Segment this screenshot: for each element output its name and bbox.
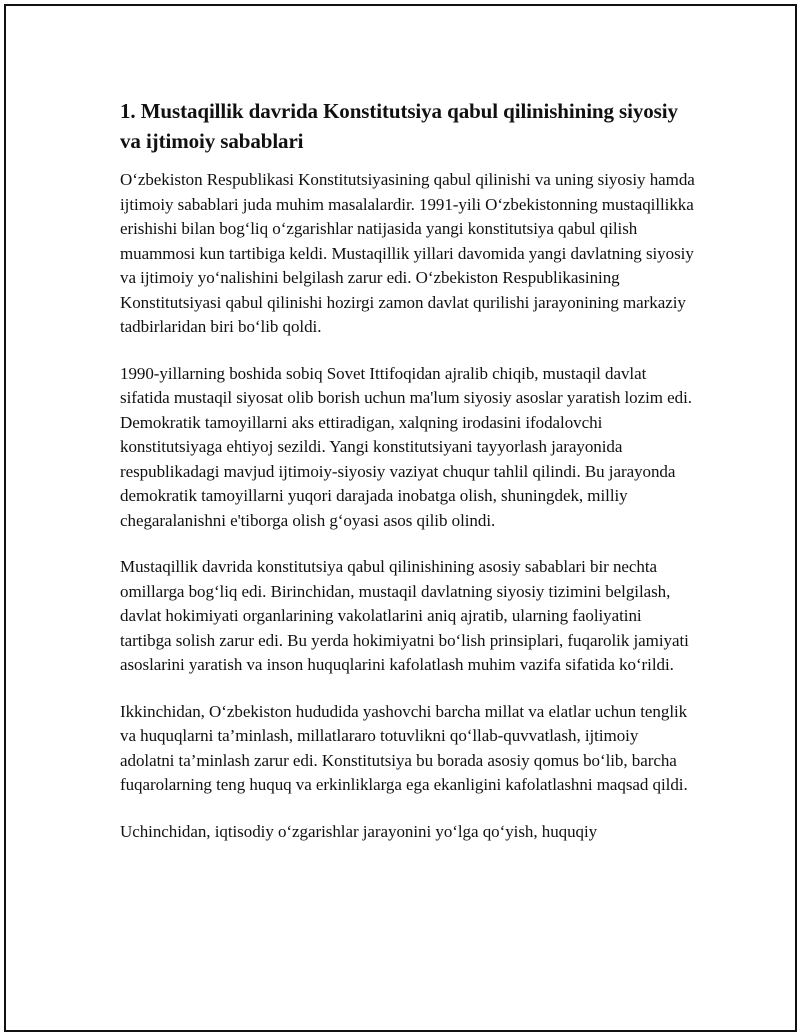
section-heading: 1. Mustaqillik davrida Konstitutsiya qabul qilinishining siyosiy va ijtimoiy sabablari xyxy=(120,99,678,153)
document-body xyxy=(120,96,695,866)
page-frame xyxy=(4,4,797,1032)
paragraph-3: Mustaqillik davrida konstitutsiya qabul qilinishining asosiy sabablari bir nechta omillarga bog‘liq edi. Birinchidan, mustaqil davlatning siyosiy tizimini belgilash, davlat hokimiyati organlarining vakolatlarini aniq ajratib, ularning faoliyatini tartibga solish zarur edi. Bu yerda hokimiyatni bo‘lish prinsiplari, fuqarolik jamiyati asoslarini yaratish va inson huquqlarini kafolatlash muhim vazifa sifatida ko‘rildi. xyxy=(120,557,689,674)
paragraph-2: 1990-yillarning boshida sobiq Sovet Ittifoqidan ajralib chiqib, mustaqil davlat sifatida mustaqil siyosat olib borish uchun ma'lum siyosiy asoslar yaratish lozim edi. Demokratik tamoyillarni aks ettiradigan, xalqning irodasini ifodalovchi konstitutsiyaga ehtiyoj sezildi. Yangi konstitutsiyani tayyorlash jarayonida respublikadagi mavjud ijtimoiy-siyosiy vaziyat chuqur tahlil qilindi. Bu jarayonda demokratik tamoyillarni yuqori darajada inobatga olish, shuningdek, milliy chegaralanishni e'tiborga olish g‘oyasi asos qilib olindi. xyxy=(120,363,692,530)
paragraph-5: Uchinchidan, iqtisodiy o‘zgarishlar jarayonini yo‘lga qo‘yish, huquqiy xyxy=(120,821,598,841)
paragraph-1: O‘zbekiston Respublikasi Konstitutsiyasining qabul qilinishi va uning siyosiy hamda ijtimoiy sabablari juda muhim masalalardir. 1991-yili O‘zbekistonning mustaqillikka erishishi bilan bog‘liq o‘zgarishlar natijasida yangi konstitutsiya qabul qilish muammosi kun tartibiga keldi. Mustaqillik yillari davomida yangi davlatning siyosiy va ijtimoiy yo‘nalishini belgilash zarur edi. O‘zbekiston Respublikasining Konstitutsiyasi qabul qilinishi hozirgi zamon davlat qurilishi jarayonining markaziy tadbirlaridan biri bo‘lib qoldi. xyxy=(120,170,695,336)
paragraph-4: Ikkinchidan, O‘zbekiston hududida yashovchi barcha millat va elatlar uchun tenglik va huquqlarni ta’minlash, millatlararo totuvlikni qo‘llab-quvvatlash, ijtimoiy adolatni ta’minlash zarur edi. Konstitutsiya bu borada asosiy qomus bo‘lib, barcha fuqarolarning teng huquq va erkinliklarga ega ekanligini kafolatlashni maqsad qildi. xyxy=(120,701,688,794)
